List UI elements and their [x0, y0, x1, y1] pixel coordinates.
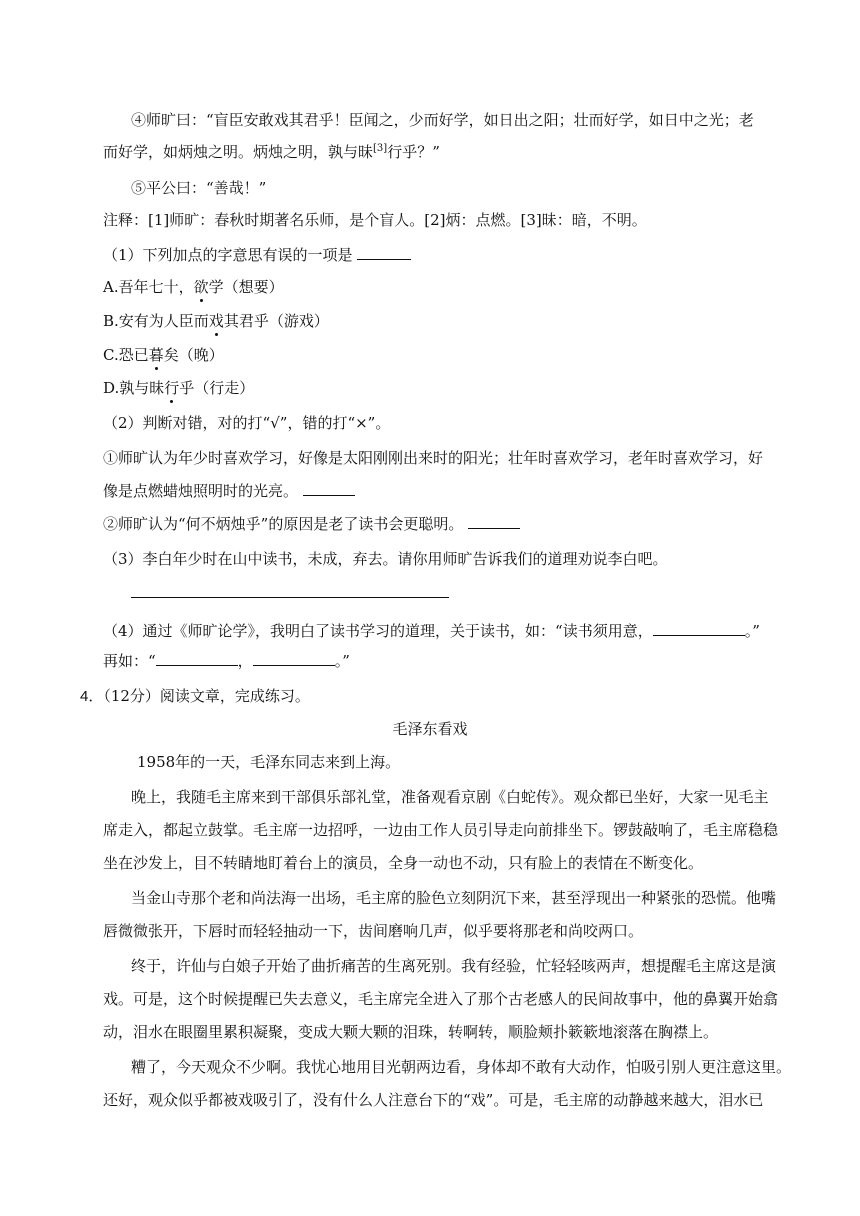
para4-text-1: 师旷曰：“盲臣安敢戏其君乎！臣闻之，少而好学，如日出之阳；壮而好学，如日中之光；老: [146, 111, 754, 129]
question-4-blank-3[interactable]: [253, 651, 335, 666]
item1-answer-blank[interactable]: [303, 481, 355, 496]
question-2-item1-line2: [103, 481, 355, 501]
para4-line1: [131, 110, 754, 130]
para4-marker: ④: [131, 111, 147, 129]
article-p1: 1958年的一天，毛泽东同志来到上海。: [137, 753, 401, 771]
option-d-text-1: D.孰与昧: [103, 379, 165, 397]
item2-answer-blank[interactable]: [468, 514, 520, 529]
question-3-stem: （3）李白年少时在山中读书，未成，弃去。请你用师旷告诉我们的道理劝说李白吧。: [103, 550, 668, 568]
question-4-text-1: （4）通过《师旷论学》，我明白了读书学习的道理，关于读书，如：“读书须用意，: [103, 622, 653, 640]
article-p2-line3: 坐在沙发上，目不转睛地盯着台上的演员，全身一动也不动，只有脸上的表情在不断变化。: [103, 854, 704, 872]
para4-text-2a: 而好学，如炳烛之明。炳烛之明，孰与昧: [103, 143, 374, 161]
article-p3-line2: 唇微微张开，下唇时而轻轻抽动一下，齿间磨响几声，似乎要将那老和尚咬两口。: [103, 922, 644, 940]
question-1-answer-blank[interactable]: [357, 245, 411, 260]
option-b: [103, 311, 329, 331]
option-a-dotted-char: 欲: [193, 278, 209, 296]
option-a-text-1: A.吾年七十，: [103, 278, 194, 296]
option-c: [103, 345, 224, 365]
article-p5-line2: 还好，观众似乎都被戏吸引了，没有什么人注意台下的“戏”。可是，毛主席的动静越来越大，泪水已: [103, 1091, 764, 1109]
question-4-text-2: 。”: [744, 622, 760, 640]
question-4-line2: [103, 651, 350, 671]
question-2-item1-line1: [103, 448, 763, 468]
article-p5-line1: 糟了，今天观众不少啊。我忧心地用目光朝两边看，身体却不敢有大动作，怕吸引别人更注意这里。: [131, 1058, 792, 1076]
question-3-answer-line[interactable]: [131, 597, 449, 598]
option-d: [103, 378, 254, 398]
question-4-blank-1[interactable]: [653, 621, 745, 636]
option-d-dotted-char: 行: [164, 379, 180, 397]
option-b-text-2: 其君乎（游戏）: [223, 312, 329, 330]
option-c-text-1: C.恐已: [103, 346, 149, 364]
option-a: [103, 277, 284, 297]
question-4-text-3: 再如：“: [103, 652, 156, 670]
item1-text-2: 像是点燃蜡烛照明时的光亮。: [103, 482, 299, 500]
article-p2-line1: 晚上，我随毛主席来到干部俱乐部礼堂，准备观看京剧《白蛇传》。观众都已坐好，大家一见毛主: [131, 788, 769, 806]
option-d-text-2: 乎（行走）: [179, 379, 255, 397]
question-1-text: （1）下列加点的字意思有误的一项是: [103, 246, 353, 264]
article-p4-line2: 戏。可是，这个时候提醒已失去意义，毛主席完全进入了那个古老感人的民间故事中，他的鼻翼开始翕: [103, 990, 779, 1008]
item1-marker: ①: [103, 449, 119, 467]
question-1-stem: [103, 245, 411, 265]
footnote-ref-3: [3]: [373, 143, 388, 154]
section-4-intro: （12分）阅读文章，完成练习。: [103, 687, 310, 705]
para5-marker: ⑤: [131, 179, 147, 197]
question-4-line1: [103, 621, 760, 641]
section-4-number: 4．: [80, 688, 104, 705]
question-4-blank-2[interactable]: [156, 651, 238, 666]
article-p3-line1: 当金山寺那个老和尚法海一出场，毛主席的脸色立刻阴沉下来，甚至浮现出一种紧张的恐慌。他嘴: [131, 889, 777, 907]
para5-text: 平公曰：“善哉！”: [146, 179, 267, 197]
article-p4-line1: 终于，许仙与白娘子开始了曲折痛苦的生离死别。我有经验，忙轻轻咳两声，想提醒毛主席这是演: [131, 957, 777, 975]
para4-line2: [103, 142, 440, 162]
article-p2-line2: 席走入，都起立鼓掌。毛主席一边招呼，一边由工作人员引导走向前排坐下。锣鼓敲响了，毛主席稳稳: [103, 821, 779, 839]
option-b-text-1: B.安有为人臣而: [103, 312, 209, 330]
para5-line: [131, 178, 266, 198]
option-c-text-2: 矣（晚）: [163, 346, 224, 364]
article-title: 毛泽东看戏: [392, 720, 468, 738]
option-a-text-2: 学（想要）: [208, 278, 284, 296]
question-4-text-5: 。”: [334, 652, 350, 670]
section-4-header: [80, 686, 310, 707]
option-b-dotted-char: 戏: [208, 312, 224, 330]
item2-marker: ②: [103, 515, 119, 533]
option-c-dotted-char: 暮: [148, 346, 164, 364]
para4-text-2b: 行乎？”: [387, 143, 440, 161]
annotation-notes: 注释：[1]师旷：春秋时期著名乐师，是个盲人。[2]炳：点燃。[3]昧：暗，不明。: [103, 211, 647, 229]
question-2-stem: （2）判断对错，对的打“√”，错的打“×”。: [103, 414, 391, 432]
item2-text: 师旷认为“何不炳烛乎”的原因是老了读书会更聪明。: [118, 515, 464, 533]
question-4-text-4: ，: [237, 652, 253, 670]
item1-text-1: 师旷认为年少时喜欢学习，好像是太阳刚刚出来时的阳光；壮年时喜欢学习，老年时喜欢学习，好: [118, 449, 764, 467]
article-p4-line3: 动，泪水在眼圈里累积凝聚，变成大颗大颗的泪珠，转啊转，顺脸颊扑簌簌地滚落在胸襟上。: [103, 1023, 719, 1041]
question-2-item2: [103, 514, 520, 534]
